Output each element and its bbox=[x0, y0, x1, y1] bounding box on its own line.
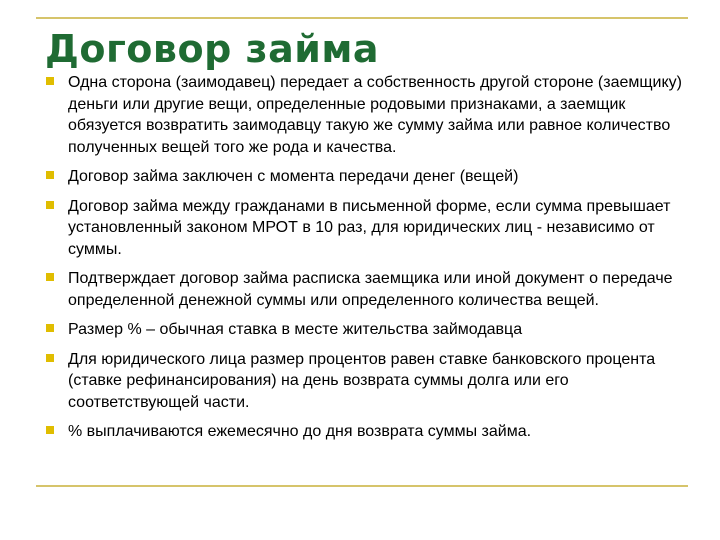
bullet-text: Подтверждает договор займа расписка заемщика или иной документ о передаче определенной денежной суммы или определенного количества вещей. bbox=[68, 270, 673, 309]
slide-title: Договор займа bbox=[45, 27, 380, 71]
bullet-item bbox=[46, 268, 686, 311]
bottom-divider-line bbox=[36, 485, 688, 487]
bullet-item bbox=[46, 196, 686, 261]
square-bullet-icon bbox=[46, 426, 54, 434]
bullet-text: Договор займа между гражданами в письменной форме, если сумма превышает установленный законом МРОТ в 10 раз, для юридических лиц - независимо от суммы. bbox=[68, 197, 671, 258]
bullet-text: Размер % – обычная ставка в месте жительства займодавца bbox=[68, 321, 523, 338]
bullet-item bbox=[46, 349, 686, 414]
bullet-item bbox=[46, 72, 686, 158]
square-bullet-icon bbox=[46, 324, 54, 332]
bullet-item bbox=[46, 319, 686, 341]
bullet-item bbox=[46, 166, 686, 188]
bullet-list bbox=[46, 72, 686, 451]
square-bullet-icon bbox=[46, 354, 54, 362]
bullet-text: % выплачиваются ежемесячно до дня возврата суммы займа. bbox=[68, 423, 532, 440]
bullet-text: Для юридического лица размер процентов равен ставке банковского процента (ставке рефинансирования) на день возврата суммы долга или его соответствующей части. bbox=[68, 350, 656, 411]
square-bullet-icon bbox=[46, 171, 54, 179]
bullet-text: Одна сторона (заимодавец) передает а собственность другой стороне (заемщику) деньги или другие вещи, определенные родовыми признаками, а заемщик обязуется возвратить заимодавцу такую же сумму займа или равное количество полученных вещей того же рода и качества. bbox=[68, 74, 682, 156]
square-bullet-icon bbox=[46, 201, 54, 209]
bullet-text: Договор займа заключен с момента передачи денег (вещей) bbox=[68, 168, 519, 185]
square-bullet-icon bbox=[46, 77, 54, 85]
top-divider-line bbox=[36, 17, 688, 19]
square-bullet-icon bbox=[46, 273, 54, 281]
bullet-item bbox=[46, 421, 686, 443]
